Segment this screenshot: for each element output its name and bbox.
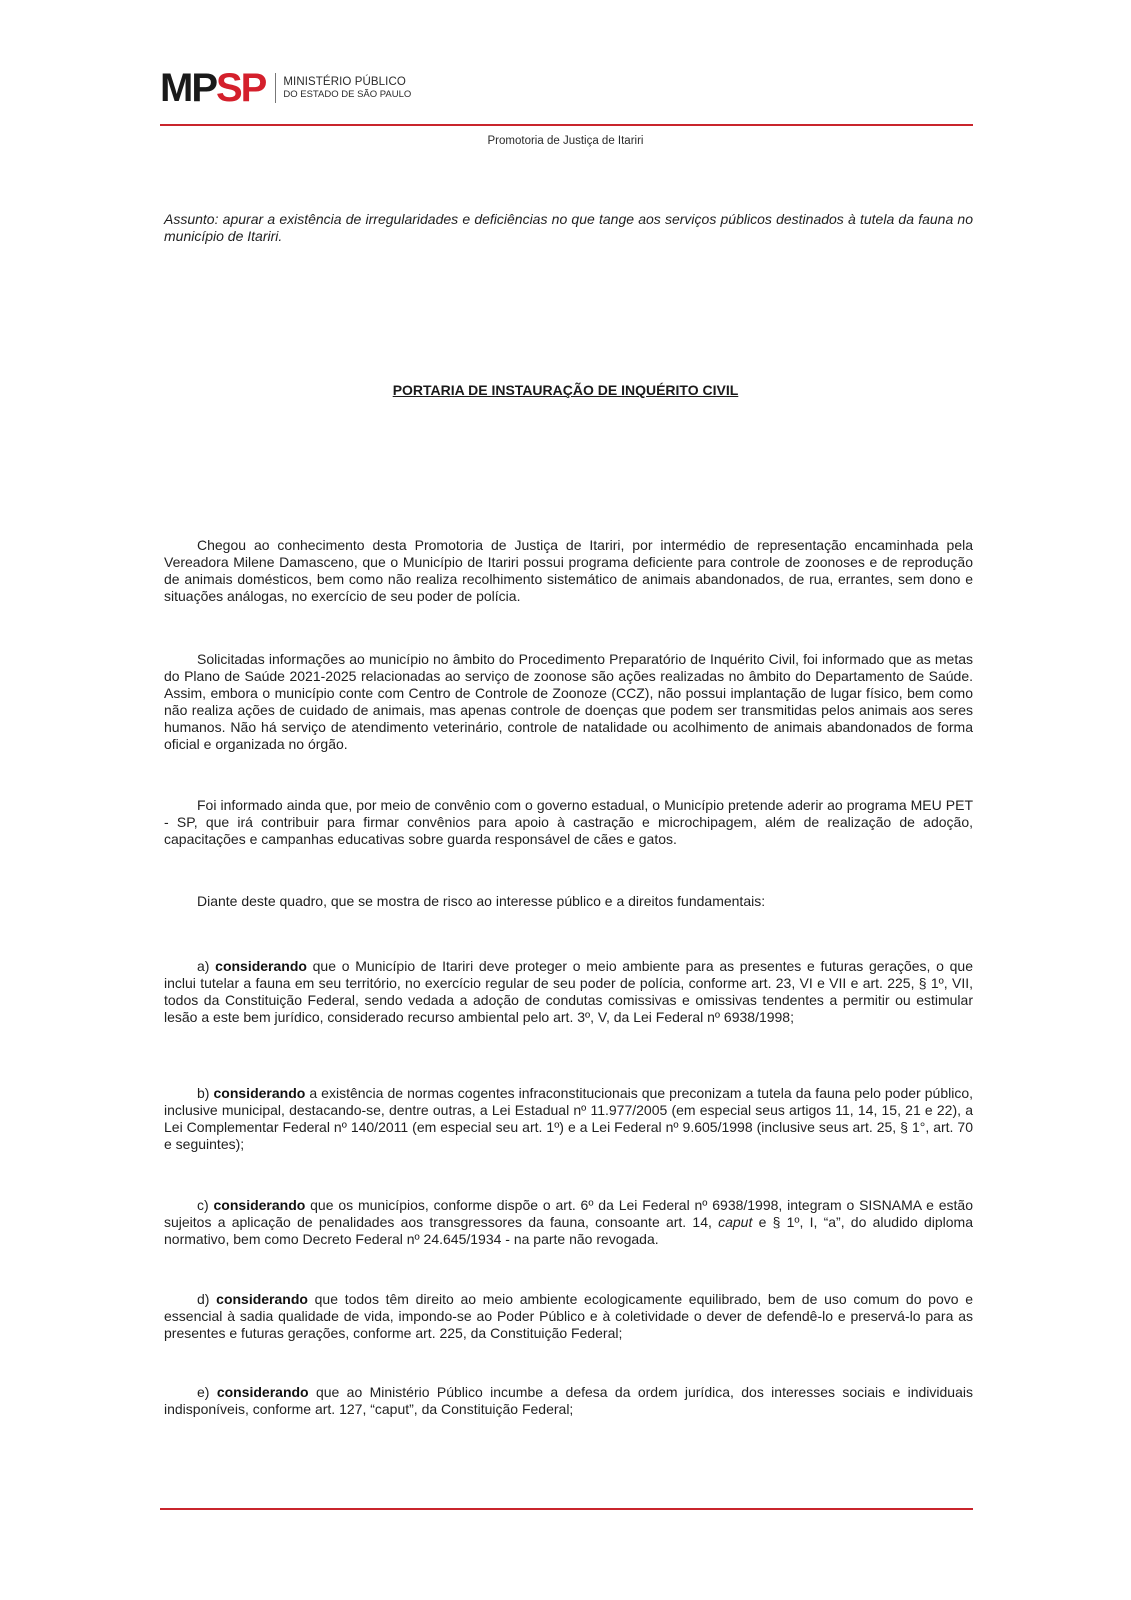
- considerando-d-label: d): [197, 1291, 210, 1307]
- footer-rule: [160, 1508, 973, 1510]
- considerando-keyword: considerando: [216, 1291, 308, 1307]
- considerando-d: [164, 1291, 973, 1342]
- considerando-c-label: c): [197, 1197, 209, 1213]
- considerando-b-text: a existência de normas cogentes infraconstitucionais que preconizam a tutela da fauna pelo poder público, inclusive municipal, destacando-se, dentre outras, a Lei Estadual nº 11.977/2005 (em especial seus artigos 11, 14, 15, 21 e 22), a Lei Complementar Federal nº 140/2011 (em especial seu art. 1º) e a Lei Federal nº 9.605/1998 (inclusive seus art. 25, § 1°, art. 70 e seguintes);: [164, 1085, 973, 1152]
- logo-line2: DO ESTADO DE SÃO PAULO: [283, 89, 412, 100]
- header-rule: [160, 124, 973, 126]
- logo-mp: MP: [160, 66, 216, 110]
- subject: Assunto: apurar a existência de irregularidades e deficiências no que tange aos serviços públicos destinados à tutela da fauna no município de Itariri.: [164, 211, 973, 244]
- paragraph-3: Foi informado ainda que, por meio de convênio com o governo estadual, o Município pretende aderir ao programa MEU PET - SP, que irá contribuir para firmar convênios para apoio à castração e microchipagem, além de realização de adoção, capacitações e campanhas educativas sobre guarda responsável de cães e gatos.: [164, 797, 973, 847]
- considerando-keyword: considerando: [213, 1085, 306, 1101]
- paragraph-4: Diante deste quadro, que se mostra de risco ao interesse público e a direitos fundamentais:: [197, 893, 766, 909]
- logo-mark: [160, 68, 265, 108]
- mpsp-logo: [160, 68, 411, 108]
- paragraph-1: Chegou ao conhecimento desta Promotoria de Justiça de Itariri, por intermédio de representação encaminhada pela Vereadora Milene Damasceno, que o Município de Itariri possui programa deficiente para controle de zoonoses e de reprodução de animais domésticos, bem como não realiza recolhimento sistemático de animais abandonados, de rua, errantes, sem dono e situações análogas, no exercício de seu poder de polícia.: [164, 537, 973, 604]
- considerando-d-text: que todos têm direito ao meio ambiente ecologicamente equilibrado, bem de uso comum do povo e essencial à sadia qualidade de vida, impondo-se ao Poder Público e à coletividade o dever de defendê-lo e preservá-lo para as presentes e futuras gerações, conforme art. 225, da Constituição Federal;: [164, 1291, 974, 1341]
- considerando-c-text-after: e § 1º, I, “a”, do aludido diploma normativo, bem como Decreto Federal nº 24.645/1934 - na parte não revogada.: [164, 1214, 973, 1247]
- logo-divider: [275, 73, 276, 103]
- logo-text: [283, 75, 411, 101]
- promotoria-name: Promotoria de Justiça de Itariri: [487, 135, 644, 147]
- considerando-e: [164, 1384, 973, 1418]
- considerando-c-italic: caput: [718, 1214, 753, 1230]
- document-title: PORTARIA DE INSTAURAÇÃO DE INQUÉRITO CIVIL: [392, 382, 739, 398]
- considerando-c-text-before: que os municípios, conforme dispõe o art. 6º da Lei Federal nº 6938/1998, integram o SISNAMA e estão sujeitos a aplicação de penalidades aos transgressores da fauna, consoante art. 14,: [164, 1197, 974, 1230]
- logo-sp: SP: [216, 66, 266, 110]
- considerando-a-text: que o Município de Itariri deve proteger o meio ambiente para as presentes e futuras gerações, o que inclui tutelar a fauna em seu território, no exercício regular de seu poder de polícia, conforme art. 23, VI e VII e art. 225, § 1º, VII, todos da Constituição Federal, sendo vedada a adoção de condutas comissivas e omissivas tendentes a permitir ou estimular lesão a este bem jurídico, considerado recurso ambiental pelo art. 3º, V, da Lei Federal nº 6938/1998;: [164, 958, 973, 1025]
- considerando-keyword: considerando: [215, 958, 307, 974]
- logo-line1: MINISTÉRIO PÚBLICO: [283, 76, 406, 88]
- considerando-e-text: que ao Ministério Público incumbe a defesa da ordem jurídica, dos interesses sociais e individuais indisponíveis, conforme art. 127, “caput”, da Constituição Federal;: [164, 1384, 973, 1417]
- considerando-keyword: considerando: [213, 1197, 306, 1213]
- considerando-keyword: considerando: [216, 1384, 309, 1400]
- considerando-a: [164, 958, 973, 1026]
- considerando-c: [164, 1197, 973, 1248]
- considerando-b-label: b): [197, 1085, 210, 1101]
- considerando-e-label: e): [197, 1384, 210, 1400]
- paragraph-2: Solicitadas informações ao município no âmbito do Procedimento Preparatório de Inquérito Civil, foi informado que as metas do Plano de Saúde 2021-2025 relacionadas ao serviço de zoonose são ações realizadas no âmbito do Departamento de Saúde. Assim, embora o município conte com Centro de Controle de Zoonoze (CCZ), não possui implantação de lugar físico, bem como não realiza ações de cuidado de animais, mas apenas controle de doenças que podem ser transmitidas pelos animais aos seres humanos. Não há serviço de atendimento veterinário, controle de natalidade ou acolhimento de animais abandonados de forma oficial e organizada no órgão.: [164, 651, 973, 752]
- considerando-a-label: a): [197, 958, 210, 974]
- considerando-b: [164, 1085, 973, 1153]
